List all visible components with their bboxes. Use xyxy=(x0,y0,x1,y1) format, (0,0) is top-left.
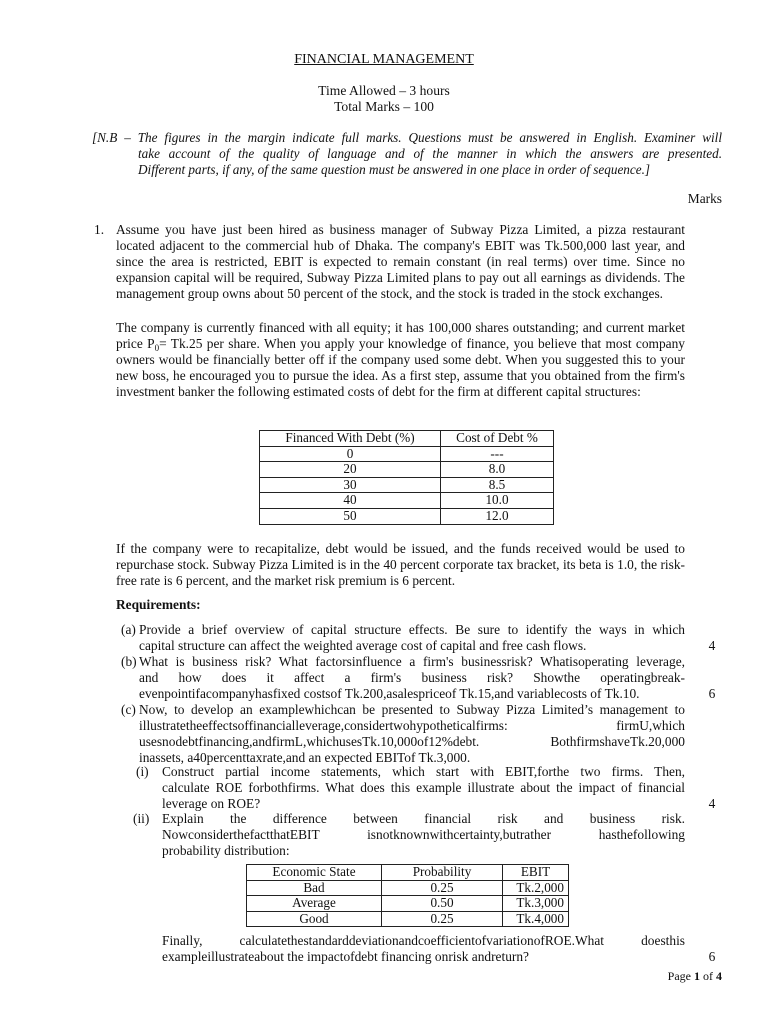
subscript: 0 xyxy=(154,343,160,353)
table-row xyxy=(260,508,554,524)
item-line: Explain the difference between financial risk and business risk. xyxy=(162,811,685,826)
table-header-cell: EBIT xyxy=(503,865,569,881)
requirement-item-b xyxy=(139,654,685,702)
table-header-row xyxy=(260,431,554,447)
marks-value: 4 xyxy=(708,796,716,811)
table-row xyxy=(247,896,569,912)
question-paragraph: If the company were to recapitalize, debt would be issued, and the funds received would be used to repurchase stock. Subway Pizza Limited is in the 40 percent corporate tax bracket, its beta is 1.0, the risk-free rate is 6 percent, and the market risk premium is 6 percent. xyxy=(116,541,685,588)
item-line: evenpointifacompanyhasfixed costsof Tk.200,asalespriceof Tk.15,and variablecosts of Tk.10. xyxy=(139,686,640,701)
table-cell: Bad xyxy=(247,880,382,896)
table-row xyxy=(260,493,554,509)
nb-line: [N.B – The figures in the margin indicate full marks. Questions must be answered in English. Examiner will xyxy=(92,130,722,145)
item-line: exampleillustrateabout the impactofdebt financing onrisk andreturn? xyxy=(162,949,530,964)
page-of-label: of xyxy=(703,969,713,983)
table-cell: Tk.2,000 xyxy=(503,880,569,896)
item-line: usesnodebtfinancing,andfirmL,whichusesTk.10,000of12%debt. BothfirmshaveTk.20,000 xyxy=(139,734,685,749)
table-cell: 12.0 xyxy=(441,508,554,524)
marks-value: 6 xyxy=(708,686,716,701)
subitem-ii xyxy=(162,811,685,859)
marks-value: 6 xyxy=(708,949,716,964)
time-allowed: Time Allowed – 3 hours xyxy=(318,83,450,98)
table-row xyxy=(247,911,569,927)
page-label: Page xyxy=(667,969,691,983)
page-number: 1 xyxy=(694,969,700,983)
subitem-i xyxy=(162,764,685,812)
table-header-cell: Financed With Debt (%) xyxy=(260,431,441,447)
item-line: Provide a brief overview of capital structure effects. Be sure to identify the ways in which xyxy=(139,622,685,637)
table-cell: 8.0 xyxy=(441,462,554,478)
table-cell: Tk.3,000 xyxy=(503,896,569,912)
page-footer xyxy=(668,968,722,984)
table-cell: --- xyxy=(441,446,554,462)
item-line: illustratetheeffectsoffinancialleverage,considertwohypotheticalfirms: firmU,which xyxy=(139,718,685,733)
table-cell: 0 xyxy=(260,446,441,462)
item-label: (c) xyxy=(121,702,136,717)
item-line: Finally, calculatethestandarddeviationandcoefficientofvariationofROE.What doesthis xyxy=(162,933,685,948)
question-number: 1. xyxy=(94,222,105,237)
nb-instructions xyxy=(92,130,722,178)
table-row xyxy=(260,477,554,493)
marks-value: 4 xyxy=(708,638,716,653)
nb-line: take account of the quality of language and of the manner in which the answers are presented. xyxy=(138,146,722,161)
table-cell: Tk.4,000 xyxy=(503,911,569,927)
item-label: (b) xyxy=(121,654,137,669)
paragraph-text: The company is currently financed with all equity; it has 100,000 shares outstanding; and current market price P xyxy=(116,320,685,351)
table-header-cell: Cost of Debt % xyxy=(441,431,554,447)
table-cell: 50 xyxy=(260,508,441,524)
table-cell: Good xyxy=(247,911,382,927)
requirement-item-c xyxy=(139,702,685,766)
finally-paragraph xyxy=(162,933,685,965)
subitem-label: (i) xyxy=(136,764,149,779)
marks-column-label: Marks xyxy=(687,191,722,206)
requirement-item-a xyxy=(139,622,685,654)
page-title: FINANCIAL MANAGEMENT xyxy=(294,52,474,67)
table-header-cell: Economic State xyxy=(247,865,382,881)
item-label: (a) xyxy=(121,622,136,637)
nb-line: Different parts, if any, of the same question must be answered in one place in order of sequence.] xyxy=(138,162,651,177)
table-header-row xyxy=(247,865,569,881)
table-row xyxy=(260,462,554,478)
cost-of-debt-table xyxy=(259,430,554,525)
item-line: probability distribution: xyxy=(162,843,290,858)
total-marks: Total Marks – 100 xyxy=(334,99,434,114)
item-line: leverage on ROE? xyxy=(162,796,261,811)
question-paragraph: Assume you have just been hired as business manager of Subway Pizza Limited, a pizza restaurant located adjacent to the commercial hub of Dhaka. The company's EBIT was Tk.500,000 last year, and since the area is restricted, EBIT is expected to remain constant (in real terms) over time. Since no expansion capital will be required, Subway Pizza Limited plans to pay out all earnings as dividends. The management group owns about 50 percent of the stock, and the stock is traded in the stock exchanges. xyxy=(116,222,685,301)
table-cell: 30 xyxy=(260,477,441,493)
table-cell: 40 xyxy=(260,493,441,509)
table-cell: 8.5 xyxy=(441,477,554,493)
item-line: Construct partial income statements, which start with EBIT,forthe two firms. Then, xyxy=(162,764,685,779)
item-line: What is business risk? What factorsinfluence a firm's businessrisk? Whatisoperating leverage, xyxy=(139,654,685,669)
table-cell: 0.25 xyxy=(382,880,503,896)
table-header-cell: Probability xyxy=(382,865,503,881)
subitem-label: (ii) xyxy=(133,811,150,826)
item-line: inassets, a40percenttaxrate,and an expected EBITof Tk.3,000. xyxy=(139,750,471,765)
table-cell: 0.50 xyxy=(382,896,503,912)
item-line: NowconsiderthefactthatEBIT isnotknownwithcertainty,butrather hasthefollowing xyxy=(162,827,685,842)
table-cell: 20 xyxy=(260,462,441,478)
table-cell: 10.0 xyxy=(441,493,554,509)
item-line: and how does it affect a firm's business risk? Showthe operatingbreak- xyxy=(139,670,685,685)
question-paragraph xyxy=(116,320,685,400)
paragraph-text: = Tk.25 per share. When you apply your knowledge of finance, you believe that most company owners would be financially better off if the company used some debt. When you suggested this to your new boss, he encouraged you to pursue the idea. As a first step, assume that you obtained from the firm's investment banker the following estimated costs of debt for the firm at different capital structures: xyxy=(116,336,686,399)
page-total: 4 xyxy=(716,969,722,983)
table-cell: 0.25 xyxy=(382,911,503,927)
table-cell: Average xyxy=(247,896,382,912)
table-row xyxy=(247,880,569,896)
table-row xyxy=(260,446,554,462)
requirements-heading: Requirements: xyxy=(116,597,201,612)
ebit-distribution-table xyxy=(246,864,569,927)
item-line: calculate ROE forbothfirms. What does this example illustrate about the impact of financial xyxy=(162,780,685,795)
item-line: Now, to develop an examplewhichcan be presented to Subway Pizza Limited’s management to xyxy=(139,702,685,717)
item-line: capital structure can affect the weighted average cost of capital and free cash flows. xyxy=(139,638,587,653)
